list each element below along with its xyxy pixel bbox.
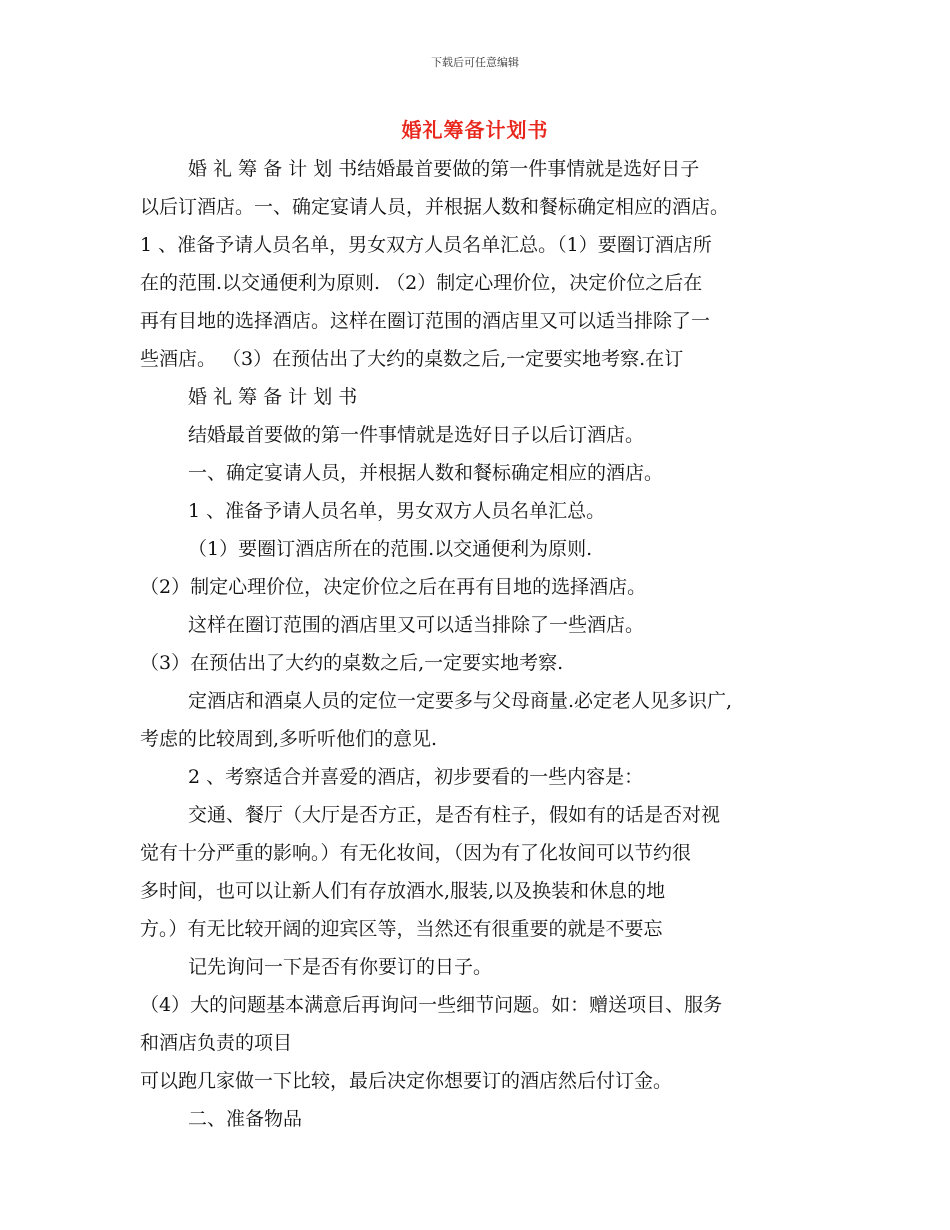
document-title: 婚礼筹备计划书 (401, 118, 549, 142)
paragraph-line: 可以跑几家做一下比较，最后决定你想要订的酒店然后付订金。 (140, 1070, 673, 1092)
paragraph-line: 二、准备物品 (188, 1108, 303, 1130)
paragraph-line: 以后订酒店。一、确定宴请人员，并根据人数和餐标确定相应的酒店。 (140, 196, 730, 218)
paragraph-line: 觉有十分严重的影响。）有无化妆间，（因为有了化妆间可以节约很 (140, 842, 692, 864)
paragraph-line: 结婚最首要做的第一件事情就是选好日子以后订酒店。 (188, 424, 645, 446)
paragraph-line: 在的范围.以交通便利为原则. （2）制定心理价位，决定价位之后在 (140, 272, 703, 294)
paragraph-line: 定酒店和酒桌人员的定位一定要多与父母商量.必定老人见多识广, (188, 690, 733, 712)
page-header: 下载后可任意编辑 (431, 56, 519, 69)
paragraph-line: 2 、考察适合并喜爱的酒店，初步要看的一些内容是： (188, 766, 644, 788)
paragraph-line: 和酒店负责的项目 (140, 1032, 293, 1054)
paragraph-line: 1 、准备予请人员名单，男女双方人员名单汇总。 (188, 500, 606, 522)
paragraph-line: （1）要圈订酒店所在的范围.以交通便利为原则. (188, 538, 593, 560)
paragraph-line: 些酒店。 （3）在预估出了大约的桌数之后,一定要实地考察.在订 (140, 348, 684, 370)
paragraph-line: 多时间，也可以让新人们有存放酒水,服装,以及换装和休息的地 (140, 880, 666, 902)
paragraph-line: 这样在圈订范围的酒店里又可以适当排除了一些酒店。 (188, 614, 645, 636)
paragraph-line: 记先询问一下是否有你要订的日子。 (188, 956, 493, 978)
paragraph-line: 方。）有无比较开阔的迎宾区等，当然还有很重要的就是不要忘 (140, 918, 663, 940)
paragraph-line: 1 、准备予请人员名单，男女双方人员名单汇总。（1）要圈订酒店所 (140, 234, 712, 256)
paragraph-line: （3）在预估出了大约的桌数之后,一定要实地考察. (140, 652, 564, 674)
paragraph-line: 再有目地的选择酒店。这样在圈订范围的酒店里又可以适当排除了一 (140, 310, 711, 332)
paragraph-line: （2）制定心理价位，决定价位之后在再有目地的选择酒店。 (140, 576, 647, 598)
paragraph-line: 交通、餐厅（大厅是否方正，是否有柱子，假如有的话是否对视 (188, 804, 721, 826)
paragraph-line: 考虑的比较周到,多听听他们的意见. (140, 728, 438, 750)
paragraph-line: （4）大的问题基本满意后再询问一些细节问题。如：赠送项目、服务 (140, 994, 723, 1016)
paragraph-line: 婚 礼 筹 备 计 划 书 (188, 386, 358, 408)
paragraph-line: 婚 礼 筹 备 计 划 书结婚最首要做的第一件事情就是选好日子 (188, 158, 700, 180)
paragraph-line: 一、确定宴请人员，并根据人数和餐标确定相应的酒店。 (188, 462, 664, 484)
